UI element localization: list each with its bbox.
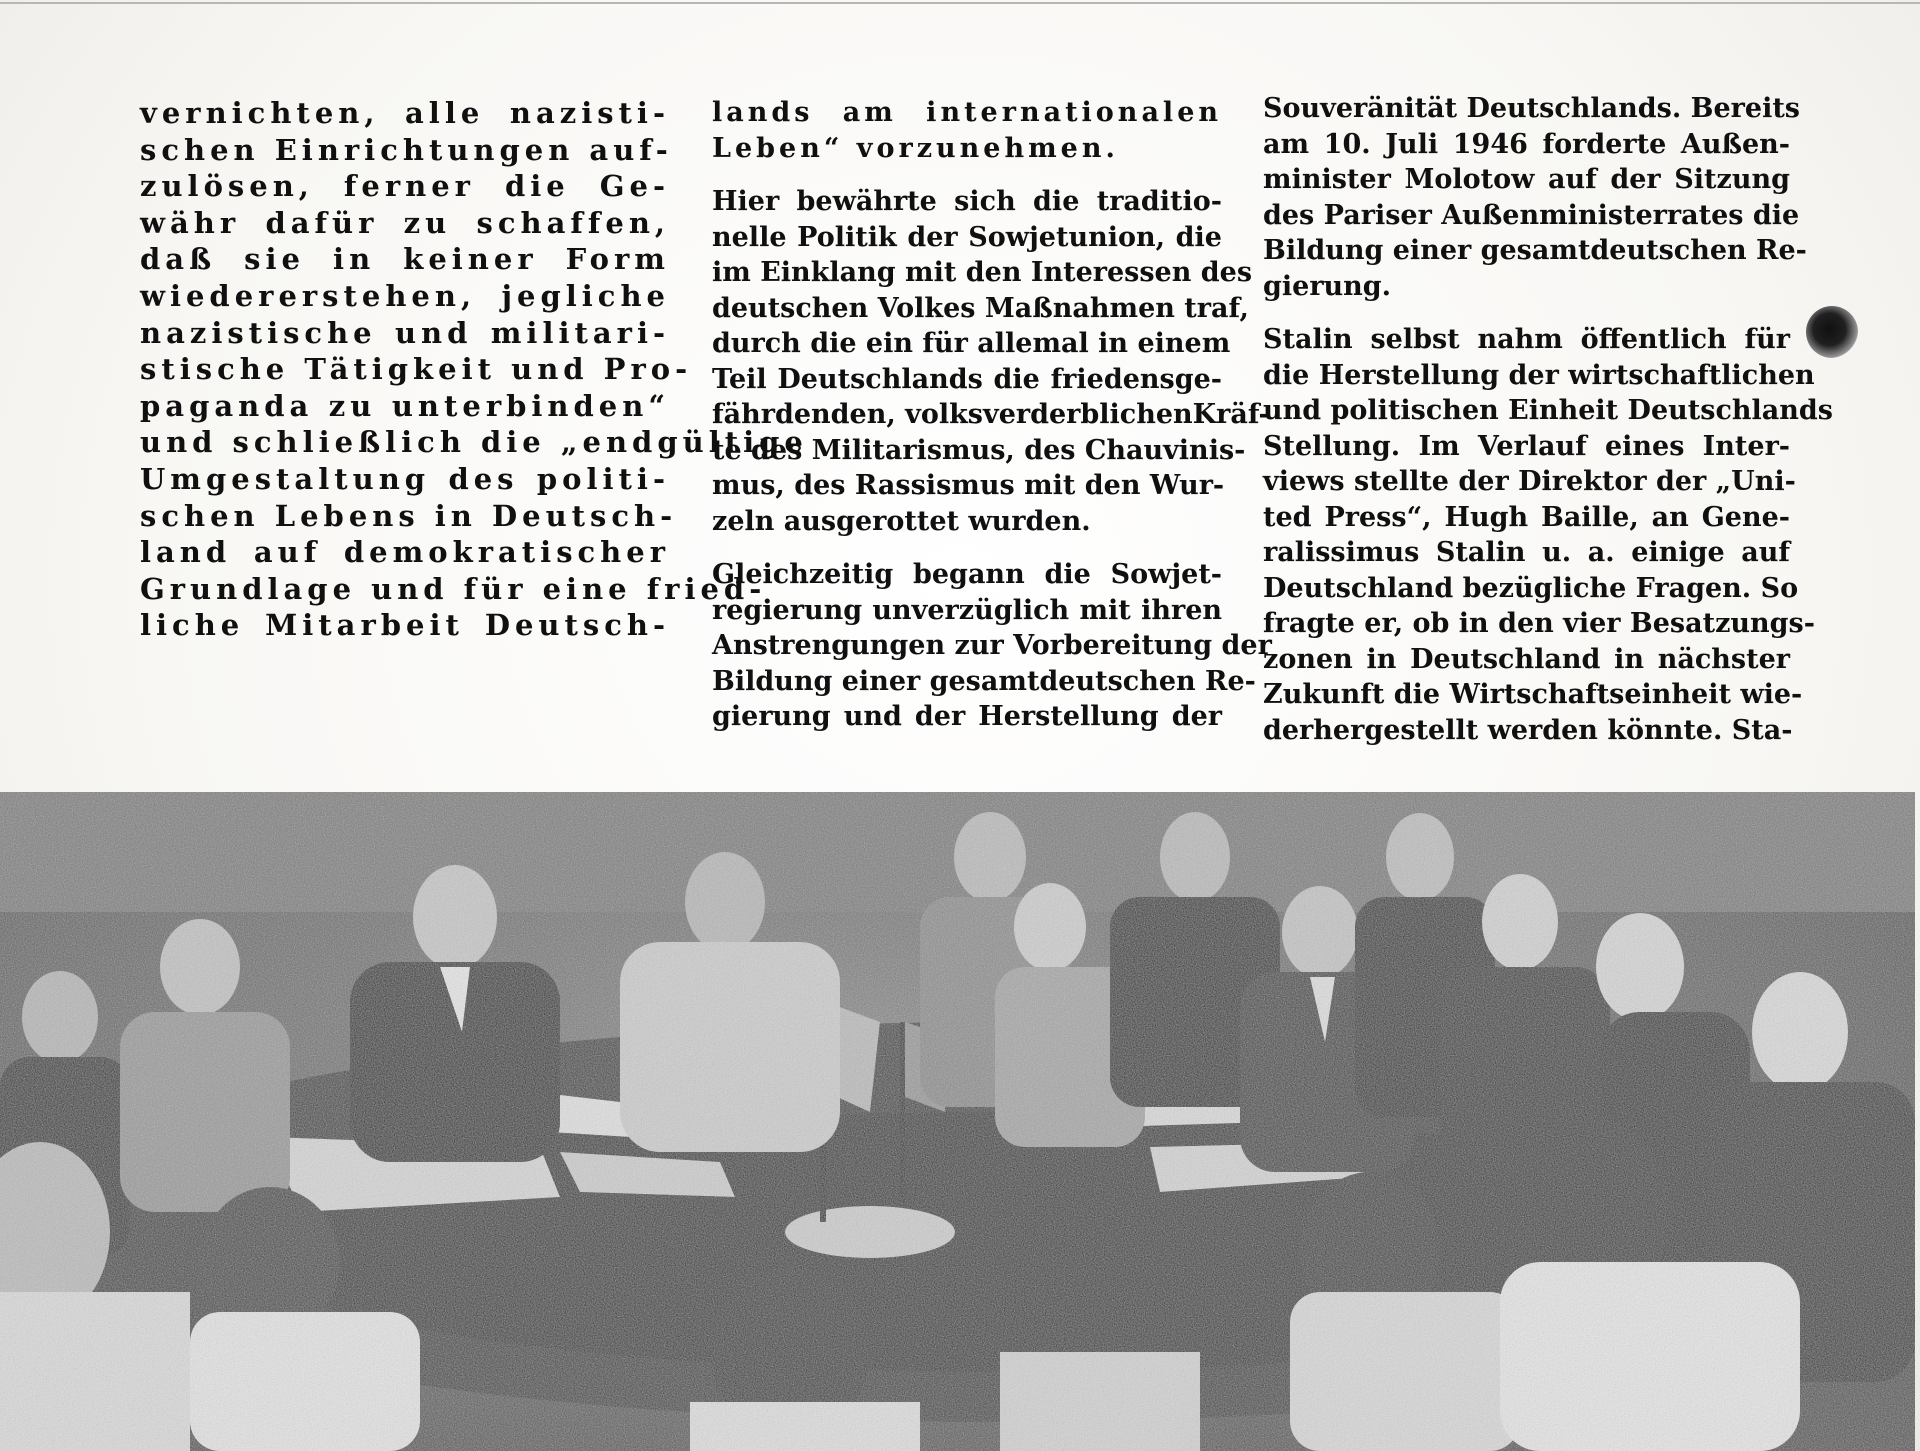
text-line: Leben“ vorzunehmen. — [712, 132, 1119, 164]
text-line: schen Lebens in Deutsch- — [140, 498, 678, 533]
text-line: Hier bewährte sich die traditio- — [712, 186, 1222, 217]
text-line: ralissimus Stalin u. a. einige auf — [1263, 537, 1790, 568]
text-line: zulösen, ferner die Ge- — [140, 169, 670, 204]
text-line: nelle Politik der Sowjetunion, die — [712, 221, 1222, 253]
text-line: deutschen Volkes Maßnahmen traf, — [712, 292, 1249, 324]
text-line: minister Molotow auf der Sitzung — [1263, 164, 1790, 195]
text-line: schen Einrichtungen auf- — [140, 132, 673, 167]
text-line: Zukunft die Wirtschaftseinheit wie- — [1263, 679, 1803, 710]
text-line: Anstrengungen zur Vorbereitung der — [712, 630, 1272, 661]
text-line: Deutschland bezügliche Fragen. So — [1263, 572, 1799, 604]
text-line: ted Press“, Hugh Baille, an Gene- — [1263, 501, 1790, 533]
conference-photo-drawing — [0, 792, 1915, 1451]
column2-paragraph-2 — [712, 184, 1270, 539]
ink-blot-mark — [1806, 306, 1858, 358]
text-line: und schließlich die „endgültige — [140, 425, 808, 460]
article-column-1 — [140, 95, 808, 644]
text-line: nazistische und militari- — [140, 315, 670, 350]
article-column-2 — [712, 95, 1272, 735]
text-line: paganda zu unterbinden“ — [140, 388, 670, 423]
text-line: fährdenden, volksverderblichenKräf- — [712, 399, 1270, 430]
text-line: Gleichzeitig begann die Sowjet- — [712, 559, 1222, 590]
text-line: gierung. — [1263, 270, 1392, 302]
text-line: Stalin selbst nahm öffentlich für — [1263, 324, 1790, 355]
text-line: währ dafür zu schaffen, — [140, 205, 670, 240]
text-line: daß sie in keiner Form — [140, 242, 670, 277]
text-line: Souveränität Deutschlands. Bereits — [1263, 93, 1801, 124]
text-line: Bildung einer gesamtdeutschen Re- — [712, 665, 1256, 697]
column2-paragraph-1 — [712, 95, 1222, 166]
text-line: durch die ein für allemal in einem — [712, 328, 1231, 359]
text-line: zeln ausgerottet wurden. — [712, 505, 1091, 537]
text-line: liche Mitarbeit Deutsch- — [140, 608, 670, 643]
text-line: derhergestellt werden könnte. Sta- — [1263, 714, 1793, 746]
column3-paragraph-2 — [1263, 322, 1833, 748]
text-line: Grundlage und für eine fried- — [140, 571, 767, 606]
text-line: views stellte der Direktor der „Uni- — [1263, 466, 1796, 497]
text-line: stische Tätigkeit und Pro- — [140, 352, 693, 387]
top-edge-rule — [0, 2, 1920, 4]
text-line: im Einklang mit den Interessen des — [712, 257, 1253, 288]
text-line: Stellung. Im Verlauf eines Inter- — [1263, 430, 1790, 462]
text-line: Umgestaltung des politi- — [140, 461, 670, 496]
text-line: Bildung einer gesamtdeutschen Re- — [1263, 235, 1807, 266]
conference-photo — [0, 792, 1915, 1451]
text-line: des Pariser Außenministerrates die — [1263, 199, 1800, 231]
text-line: vernichten, alle nazisti- — [140, 96, 670, 130]
text-line: wiedererstehen, jegliche — [140, 278, 670, 313]
text-line: gierung und der Herstellung der — [712, 701, 1222, 732]
text-line: zonen in Deutschland in nächster — [1263, 643, 1790, 675]
text-line: lands am internationalen — [712, 97, 1222, 128]
text-line: land auf demokratischer — [140, 535, 670, 570]
column2-paragraph-3 — [712, 557, 1272, 735]
text-line: Teil Deutschlands die friedensge- — [712, 363, 1222, 395]
column3-paragraph-1 — [1263, 91, 1807, 304]
text-line: mus, des Rassismus mit den Wur- — [712, 470, 1225, 501]
text-line: und politischen Einheit Deutschlands — [1263, 395, 1833, 426]
text-line: regierung unverzüglich mit ihren — [712, 594, 1222, 626]
text-line: fragte er, ob in den vier Besatzungs- — [1263, 608, 1815, 639]
text-line: am 10. Juli 1946 forderte Außen- — [1263, 128, 1790, 160]
text-line: te des Militarismus, des Chauvinis- — [712, 434, 1246, 466]
text-line: die Herstellung der wirtschaftlichen — [1263, 359, 1815, 391]
article-column-3 — [1263, 91, 1833, 748]
